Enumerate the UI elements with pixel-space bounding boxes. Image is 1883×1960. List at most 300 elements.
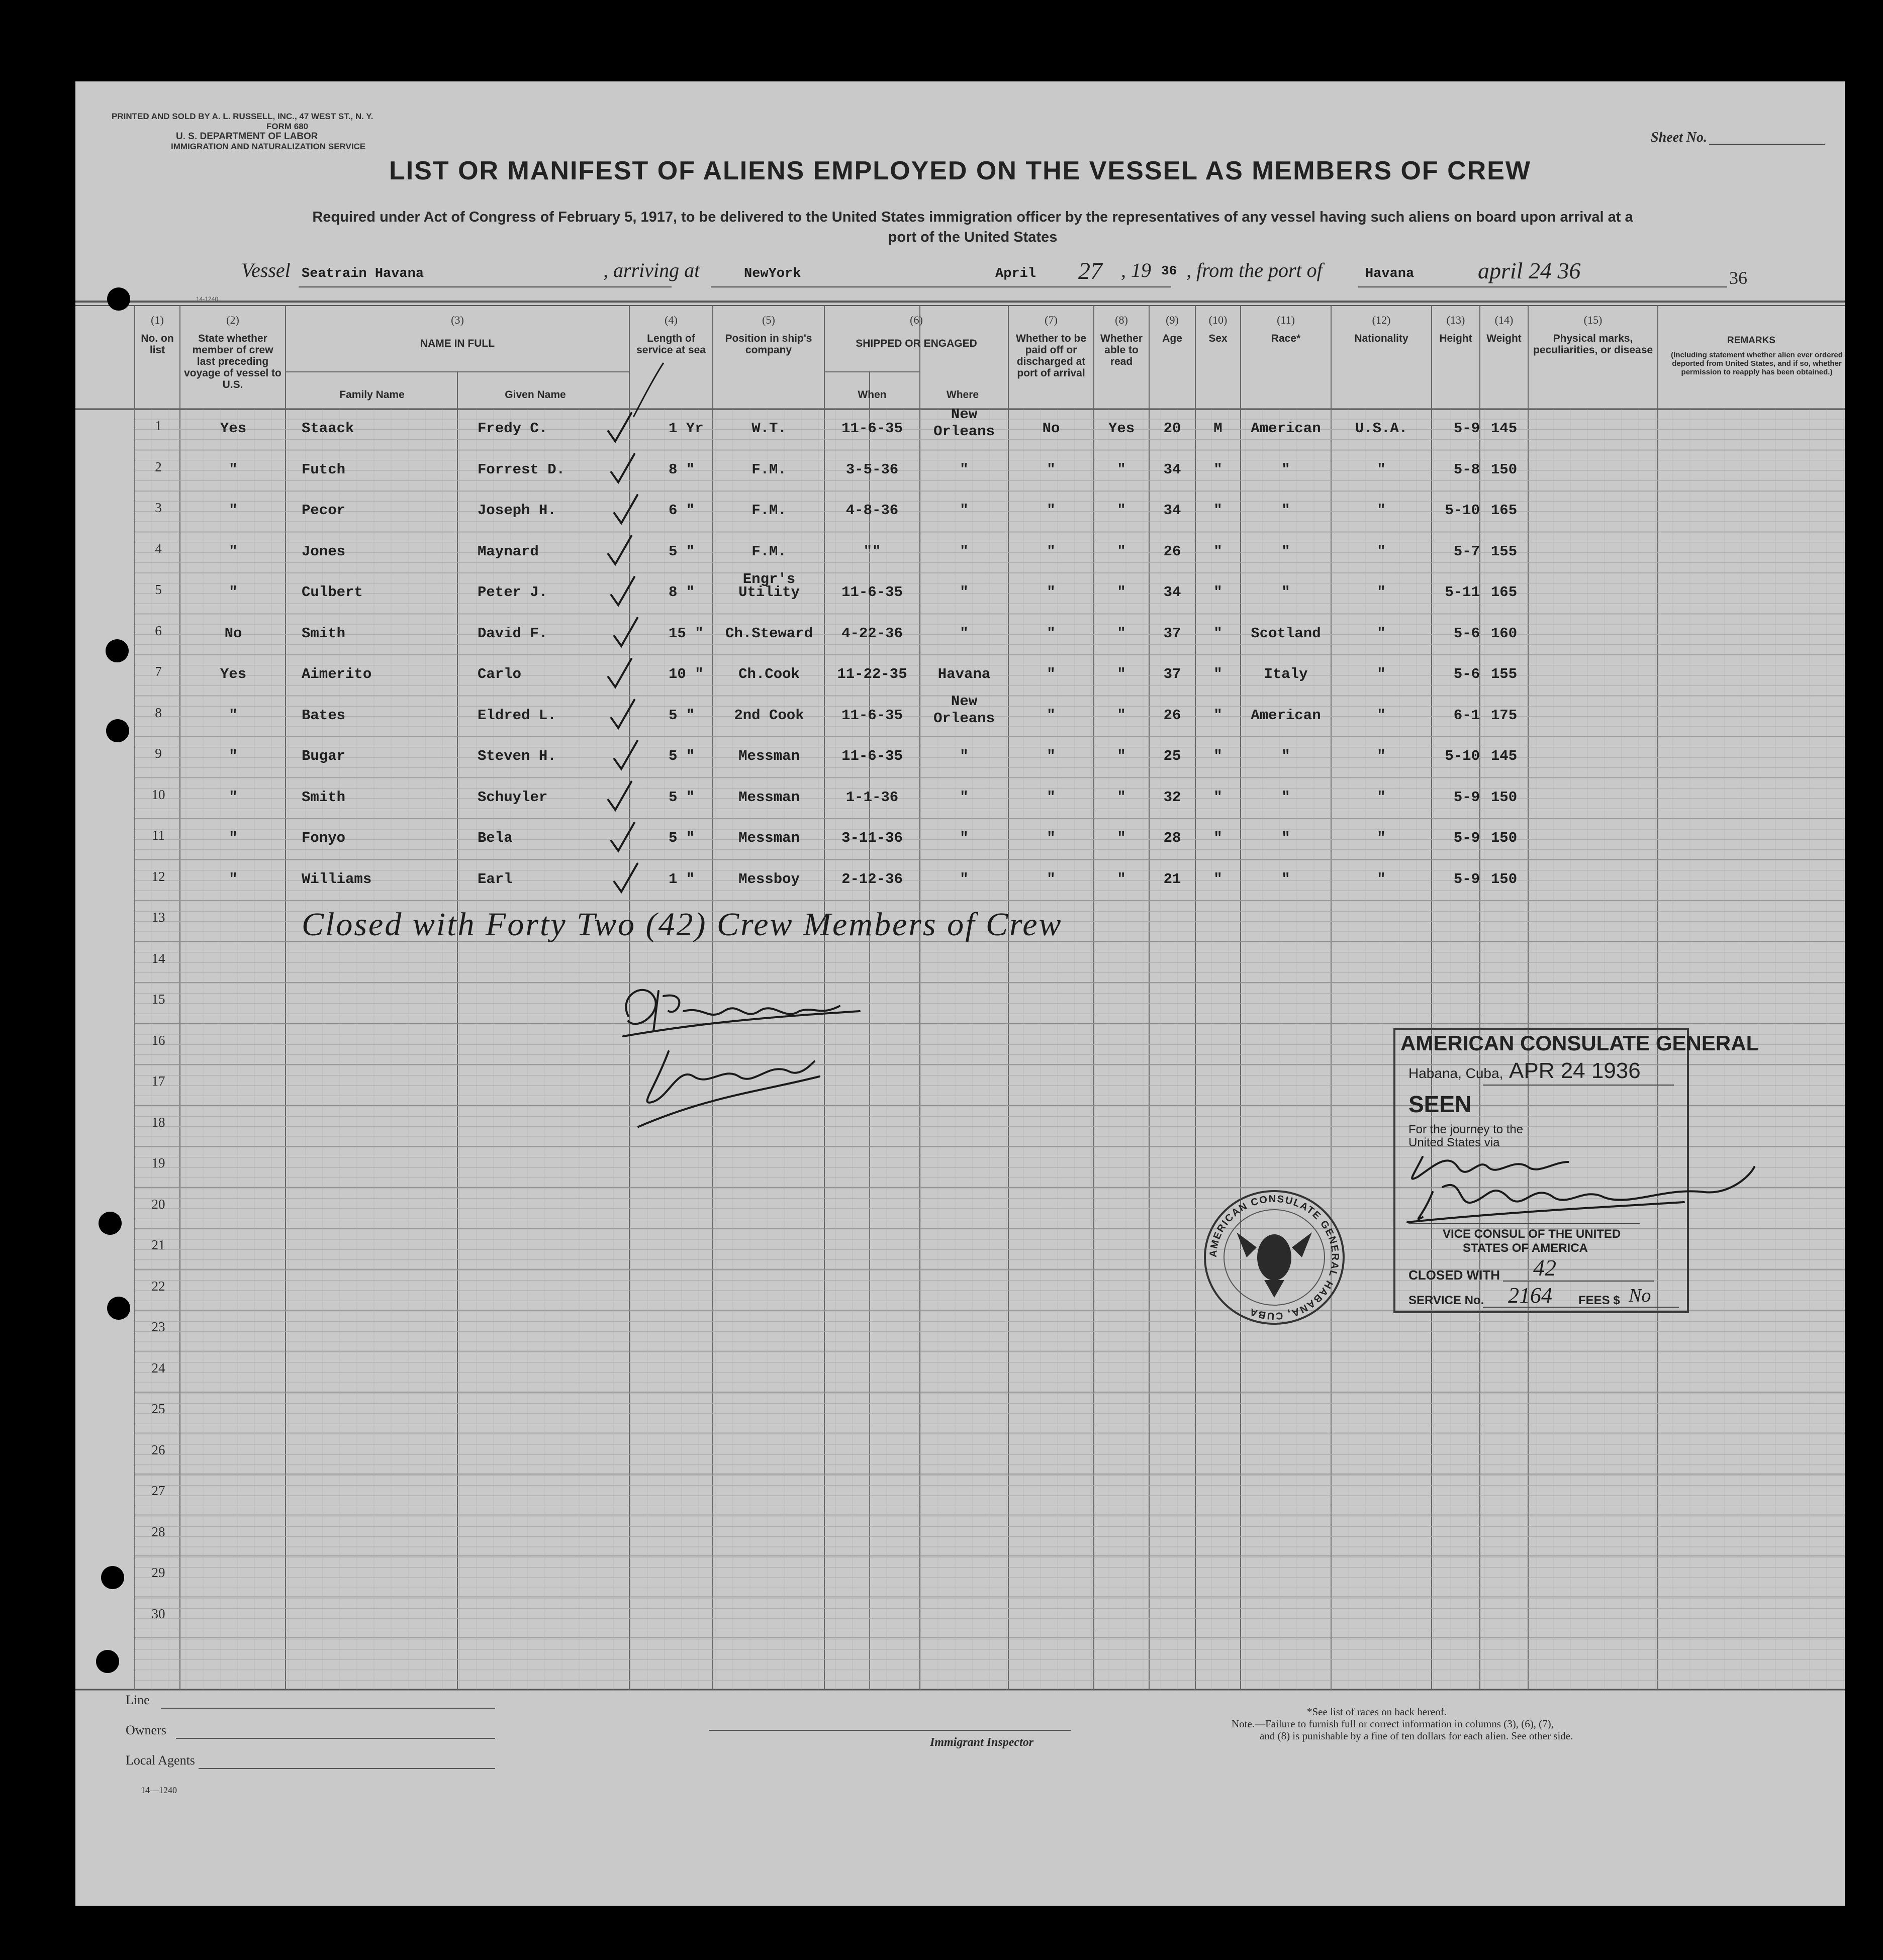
cell-sex: " xyxy=(1213,789,1222,806)
cell-when: 3-5-36 xyxy=(845,461,899,478)
cell-position-top: Engr's xyxy=(742,571,796,587)
cell-paid: " xyxy=(1047,789,1056,806)
row-number: 28 xyxy=(151,1524,165,1539)
family-name-header: Family Name xyxy=(339,389,405,401)
cell-sex: " xyxy=(1213,543,1222,560)
cell-given: Fredy C. xyxy=(478,420,548,437)
row-number: 10 xyxy=(151,787,165,802)
stamp-vice-2: STATES OF AMERICA xyxy=(1463,1241,1588,1255)
row-number: 9 xyxy=(155,746,162,761)
cell-race: " xyxy=(1281,584,1290,601)
cell-given: Earl xyxy=(478,870,513,888)
cell-read: " xyxy=(1117,584,1126,601)
cell-race: " xyxy=(1281,789,1290,806)
inspector-sig-line xyxy=(709,1730,1071,1731)
cell-when: 1-1-36 xyxy=(845,789,899,806)
cell-when: 4-8-36 xyxy=(845,502,899,519)
cell-height: 5-10 xyxy=(1445,502,1480,519)
cell-weight: 165 xyxy=(1490,502,1518,519)
column-header: Physical marks, peculiarities, or disease xyxy=(1533,333,1653,356)
cell-where: " xyxy=(960,543,969,560)
row-number: 27 xyxy=(151,1483,165,1498)
arriving-label: , arriving at xyxy=(603,259,700,281)
cell-read: " xyxy=(1117,461,1126,478)
stamp-org: AMERICAN CONSULATE GENERAL xyxy=(1400,1031,1759,1055)
punch-hole xyxy=(106,639,129,662)
column-number: (7) xyxy=(1045,314,1058,326)
column-number: (8) xyxy=(1115,314,1128,326)
punch-hole xyxy=(96,1650,119,1673)
cell-race: " xyxy=(1281,543,1290,560)
cell-paid: " xyxy=(1047,870,1056,888)
cell-position: Ch.Cook xyxy=(738,666,800,682)
row-number: 14 xyxy=(151,950,165,966)
stamp-fees-value: No xyxy=(1629,1285,1651,1306)
cell-read: " xyxy=(1117,830,1126,846)
cell-height: 5-6 xyxy=(1453,625,1480,642)
arrival-month: April xyxy=(995,266,1037,281)
cell-given: Maynard xyxy=(478,543,539,560)
cell-when: 11-6-35 xyxy=(841,748,903,764)
column-number: (6) xyxy=(910,314,923,326)
column-header: Race* xyxy=(1271,333,1301,344)
from-port-label: , from the port of xyxy=(1186,259,1323,281)
cell-service: 10 " xyxy=(669,666,704,682)
cell-race: " xyxy=(1281,748,1290,764)
cell-nationality: " xyxy=(1377,748,1386,764)
column-header: NAME IN FULL xyxy=(420,338,495,349)
cell-given: Carlo xyxy=(478,666,522,682)
cell-family: Aimerito xyxy=(302,666,372,682)
cell-prev: " xyxy=(229,789,238,806)
punch-hole xyxy=(107,1297,130,1320)
column-number: (1) xyxy=(151,314,164,326)
row-number: 6 xyxy=(155,623,162,638)
cell-age: 37 xyxy=(1163,666,1181,682)
stamp-vice-1: VICE CONSUL OF THE UNITED xyxy=(1443,1227,1621,1241)
cell-race: " xyxy=(1281,830,1290,846)
cell-where: New Orleans xyxy=(933,406,995,440)
stamp-date-line xyxy=(1483,1085,1674,1086)
cell-paid: " xyxy=(1047,584,1056,601)
cell-nationality: " xyxy=(1377,584,1386,601)
service: IMMIGRATION AND NATURALIZATION SERVICE xyxy=(171,142,366,151)
cell-paid: " xyxy=(1047,543,1056,560)
column-header: Position in ship's company xyxy=(725,333,812,356)
column-header: Age xyxy=(1162,333,1182,344)
cell-height: 5-9 xyxy=(1453,420,1480,437)
column-header: Whether able to read xyxy=(1100,333,1143,367)
cell-read: " xyxy=(1117,748,1126,764)
cell-position: F.M. xyxy=(751,461,787,478)
cell-when: 2-12-36 xyxy=(841,870,903,888)
column-number: (11) xyxy=(1277,314,1295,326)
cell-read: " xyxy=(1117,789,1126,806)
cell-nationality: U.S.A. xyxy=(1355,420,1408,437)
column-number: (10) xyxy=(1208,314,1228,326)
row-number: 17 xyxy=(151,1073,165,1089)
cell-service: 5 " xyxy=(669,830,695,846)
cell-weight: 155 xyxy=(1490,666,1518,682)
cell-family: Pecor xyxy=(302,502,346,519)
row-number: 8 xyxy=(155,705,162,720)
cell-service: 1 Yr xyxy=(669,420,704,437)
cell-paid: " xyxy=(1047,830,1056,846)
footer-form-code: 14—1240 xyxy=(141,1785,177,1795)
row-number: 23 xyxy=(151,1319,165,1334)
cell-family: Bates xyxy=(302,707,346,724)
footer-owners-underline xyxy=(176,1738,495,1739)
cell-nationality: " xyxy=(1377,543,1386,560)
row-number: 13 xyxy=(151,910,165,925)
row-number: 1 xyxy=(155,418,162,433)
cell-where: Havana xyxy=(937,666,991,682)
row-number: 2 xyxy=(155,459,162,474)
row-number: 25 xyxy=(151,1401,165,1416)
cell-sex: " xyxy=(1213,584,1222,601)
cell-where: " xyxy=(960,625,969,642)
cell-when: 11-6-35 xyxy=(841,707,903,724)
cell-family: Smith xyxy=(302,625,346,642)
cell-paid: " xyxy=(1047,625,1056,642)
stamp-date: APR 24 1936 xyxy=(1509,1058,1641,1083)
column-number: (5) xyxy=(762,314,775,326)
cell-height: 5-6 xyxy=(1453,666,1480,682)
form-number: FORM 680 xyxy=(266,122,309,131)
cell-prev: " xyxy=(229,707,238,724)
stamp-service-value: 2164 xyxy=(1508,1283,1552,1308)
row-number: 18 xyxy=(151,1114,165,1130)
cell-prev: " xyxy=(229,461,238,478)
stamp-service-line xyxy=(1483,1307,1679,1308)
cell-paid: " xyxy=(1047,502,1056,519)
column-number: (13) xyxy=(1446,314,1465,326)
cell-position: 2nd Cook xyxy=(734,707,804,724)
cell-age: 26 xyxy=(1163,707,1181,724)
cell-age: 34 xyxy=(1163,584,1181,601)
cell-position: W.T. xyxy=(751,420,787,437)
punch-hole xyxy=(101,1566,124,1589)
cell-height: 5-11 xyxy=(1445,584,1480,601)
row-number: 20 xyxy=(151,1196,165,1212)
vessel-label: Vessel xyxy=(241,259,291,281)
cell-weight: 150 xyxy=(1490,789,1518,806)
column-header: SHIPPED OR ENGAGED xyxy=(856,338,977,349)
requirement-line-2: port of the United States xyxy=(888,229,1058,245)
port-handwritten-date: april 24 36 xyxy=(1478,258,1581,283)
column-header: REMARKS xyxy=(1727,335,1776,346)
cell-height: 5-8 xyxy=(1453,461,1480,478)
stamp-closed-label: CLOSED WITH xyxy=(1408,1267,1500,1283)
cell-position: Messman xyxy=(738,830,800,846)
cell-paid: " xyxy=(1047,748,1056,764)
cell-prev: Yes xyxy=(220,420,247,437)
cell-age: 21 xyxy=(1163,870,1181,888)
row-number: 3 xyxy=(155,500,162,515)
cell-race: " xyxy=(1281,870,1290,888)
cell-race: " xyxy=(1281,502,1290,519)
cell-weight: 160 xyxy=(1490,625,1518,642)
cell-read: Yes xyxy=(1108,420,1135,437)
cell-service: 1 " xyxy=(669,870,695,888)
column-number: (15) xyxy=(1583,314,1603,326)
row-number: 19 xyxy=(151,1155,165,1170)
end-year: 36 xyxy=(1729,268,1747,288)
cell-given: Eldred L. xyxy=(478,707,556,724)
cell-prev: " xyxy=(229,830,238,846)
cell-where: " xyxy=(960,584,969,601)
row-number: 30 xyxy=(151,1606,165,1621)
row-number: 22 xyxy=(151,1278,165,1294)
cell-where: " xyxy=(960,789,969,806)
column-header: Sex xyxy=(1208,333,1228,344)
column-number: (2) xyxy=(226,314,239,326)
footer-agents-underline xyxy=(199,1768,495,1769)
row-number: 29 xyxy=(151,1565,165,1580)
punch-hole xyxy=(107,287,130,311)
cell-service: 8 " xyxy=(669,584,695,601)
cell-sex: " xyxy=(1213,830,1222,846)
printer-line: PRINTED AND SOLD BY A. L. RUSSELL, INC., 47 WEST ST., N. Y. xyxy=(112,112,373,121)
cell-race: American xyxy=(1251,420,1321,437)
cell-height: 5-9 xyxy=(1453,789,1480,806)
cell-service: 5 " xyxy=(669,748,695,764)
cell-when: 11-6-35 xyxy=(841,420,903,437)
cell-weight: 165 xyxy=(1490,584,1518,601)
cell-position: Utility xyxy=(738,584,800,601)
cell-family: Smith xyxy=(302,789,346,806)
stamp-fees-label: FEES $ xyxy=(1578,1294,1620,1307)
column-number: (3) xyxy=(451,314,464,326)
cell-service: 5 " xyxy=(669,543,695,560)
cell-nationality: " xyxy=(1377,870,1386,888)
vessel-name: Seatrain Havana xyxy=(302,266,424,281)
row-number: 15 xyxy=(151,992,165,1007)
cell-age: 26 xyxy=(1163,543,1181,560)
form-code-small: 14-1240 xyxy=(196,296,219,303)
cell-height: 5-10 xyxy=(1445,748,1480,764)
column-number: (4) xyxy=(665,314,678,326)
row-number: 5 xyxy=(155,582,162,597)
row-number: 21 xyxy=(151,1237,165,1252)
cell-nationality: " xyxy=(1377,830,1386,846)
remarks-note: (Including statement whether alien ever ordered deported from United States, and if so, whether permission to reapply has been obtained.) xyxy=(1671,351,1843,376)
cell-weight: 175 xyxy=(1490,707,1518,724)
cell-where: " xyxy=(960,461,969,478)
row-number: 12 xyxy=(151,868,165,884)
row-number: 16 xyxy=(151,1032,165,1048)
cell-sex: " xyxy=(1213,461,1222,478)
punch-hole xyxy=(99,1212,122,1235)
cell-weight: 145 xyxy=(1490,748,1518,764)
cell-paid: " xyxy=(1047,461,1056,478)
row-number: 4 xyxy=(155,541,162,556)
cell-read: " xyxy=(1117,707,1126,724)
cell-given: Joseph H. xyxy=(478,502,556,519)
column-number: (12) xyxy=(1372,314,1391,326)
column-header: No. on list xyxy=(141,333,174,356)
cell-given: Schuyler xyxy=(478,789,548,806)
cell-service: 5 " xyxy=(669,789,695,806)
cell-read: " xyxy=(1117,543,1126,560)
cell-nationality: " xyxy=(1377,666,1386,682)
cell-service: 5 " xyxy=(669,707,695,724)
cell-nationality: " xyxy=(1377,625,1386,642)
cell-given: Bela xyxy=(478,830,513,846)
cell-weight: 150 xyxy=(1490,830,1518,846)
cell-when: 11-6-35 xyxy=(841,584,903,601)
cell-given: Peter J. xyxy=(478,584,548,601)
cell-position: Messman xyxy=(738,748,800,764)
cell-sex: " xyxy=(1213,748,1222,764)
column-header: Nationality xyxy=(1354,333,1408,344)
cell-prev: " xyxy=(229,870,238,888)
footer-note-3: and (8) is punishable by a fine of ten dollars for each alien. See other side. xyxy=(1260,1730,1573,1742)
cell-where: " xyxy=(960,502,969,519)
seal-ring-text: AMERICAN CONSULATE GENERAL HABANA, CUBA xyxy=(1207,1193,1341,1322)
cell-nationality: " xyxy=(1377,502,1386,519)
arrival-day: 27 xyxy=(1078,258,1102,284)
cell-service: 8 " xyxy=(669,461,695,478)
cell-height: 5-9 xyxy=(1453,870,1480,888)
cell-age: 34 xyxy=(1163,461,1181,478)
page-title: LIST OR MANIFEST OF ALIENS EMPLOYED ON THE VESSEL AS MEMBERS OF CREW xyxy=(389,156,1531,185)
column-header: Height xyxy=(1439,333,1472,344)
inspector-signature-text xyxy=(669,1076,673,1077)
cell-service: 6 " xyxy=(669,502,695,519)
stamp-closed-line xyxy=(1503,1281,1654,1282)
cell-weight: 145 xyxy=(1490,420,1518,437)
cell-family: Bugar xyxy=(302,748,346,764)
cell-read: " xyxy=(1117,502,1126,519)
cell-age: 37 xyxy=(1163,625,1181,642)
inspector-signature xyxy=(608,976,890,1167)
column-number: (14) xyxy=(1494,314,1514,326)
cell-sex: " xyxy=(1213,625,1222,642)
cell-race: " xyxy=(1281,461,1290,478)
given-name-header: Given Name xyxy=(505,389,566,401)
cell-family: Jones xyxy=(302,543,346,560)
cell-prev: " xyxy=(229,584,238,601)
column-number: (9) xyxy=(1166,314,1179,326)
footer-agents-label: Local Agents xyxy=(126,1753,195,1768)
cell-race: Italy xyxy=(1264,666,1308,682)
cell-family: Futch xyxy=(302,461,346,478)
cell-height: 5-9 xyxy=(1453,830,1480,846)
cell-when: 3-11-36 xyxy=(841,830,903,846)
cell-nationality: " xyxy=(1377,789,1386,806)
row-number: 7 xyxy=(155,664,162,679)
cell-age: 32 xyxy=(1163,789,1181,806)
immigrant-inspector-label: Immigrant Inspector xyxy=(930,1736,1034,1749)
cell-prev: " xyxy=(229,748,238,764)
column-header: Length of service at sea xyxy=(636,333,706,356)
punch-hole xyxy=(106,719,129,742)
cell-weight: 150 xyxy=(1490,461,1518,478)
cell-given: Forrest D. xyxy=(478,461,566,478)
manifest-sheet xyxy=(75,81,1845,1906)
footer-note-1: *See list of races on back hereof. xyxy=(1307,1706,1447,1718)
cell-position: Ch.Steward xyxy=(725,625,813,642)
footer-line-underline xyxy=(161,1708,495,1709)
cell-position: F.M. xyxy=(751,502,787,519)
cell-position: Messboy xyxy=(738,870,800,888)
stamp-journey-2: United States via xyxy=(1408,1136,1500,1149)
cell-given: David F. xyxy=(478,625,548,642)
stamp-journey-1: For the journey to the xyxy=(1408,1123,1524,1136)
where-header: Where xyxy=(946,389,979,401)
row-number: 24 xyxy=(151,1360,165,1376)
cell-race: American xyxy=(1251,707,1321,724)
cell-family: Culbert xyxy=(302,584,363,601)
cell-when: "" xyxy=(863,543,881,560)
cell-read: " xyxy=(1117,666,1126,682)
cell-paid: No xyxy=(1042,420,1060,437)
cell-where: " xyxy=(960,870,969,888)
cell-sex: " xyxy=(1213,502,1222,519)
row-number: 11 xyxy=(152,828,165,843)
footer-line-label: Line xyxy=(126,1693,150,1707)
cell-weight: 150 xyxy=(1490,870,1518,888)
cell-prev: No xyxy=(224,625,242,642)
cell-service: 15 " xyxy=(669,625,704,642)
cell-age: 28 xyxy=(1163,830,1181,846)
cell-family: Staack xyxy=(302,420,354,437)
cell-race: Scotland xyxy=(1251,625,1321,642)
stamp-closed-value: 42 xyxy=(1533,1255,1556,1281)
cell-where: " xyxy=(960,748,969,764)
footer-owners-label: Owners xyxy=(126,1723,166,1737)
column-header: Weight xyxy=(1486,333,1522,344)
sheet-no-label: Sheet No. xyxy=(1651,130,1707,145)
footer-note-2: Note.—Failure to furnish full or correct information in columns (3), (6), (7), xyxy=(1232,1718,1554,1730)
cell-prev: Yes xyxy=(220,666,247,682)
from-port: Havana xyxy=(1365,266,1415,281)
cell-read: " xyxy=(1117,870,1126,888)
cell-sex: " xyxy=(1213,707,1222,724)
cell-weight: 155 xyxy=(1490,543,1518,560)
stamp-service-label: SERVICE No. xyxy=(1408,1294,1484,1307)
cell-paid: " xyxy=(1047,666,1056,682)
requirement-line-1: Required under Act of Congress of February 5, 1917, to be delivered to the United States immigration officer by the representatives of any vessel having such aliens on board upon arrival at a xyxy=(312,209,1633,225)
cell-nationality: " xyxy=(1377,461,1386,478)
vice-consul-signature xyxy=(1402,1147,1774,1227)
cell-sex: " xyxy=(1213,870,1222,888)
cell-where: " xyxy=(960,830,969,846)
cell-height: 6-1 xyxy=(1453,707,1480,724)
cell-sex: M xyxy=(1213,420,1222,437)
cell-family: Williams xyxy=(302,870,372,888)
cell-where: New Orleans xyxy=(933,693,995,727)
year-suffix: 36 xyxy=(1161,263,1177,278)
cell-prev: " xyxy=(229,543,238,560)
cell-sex: " xyxy=(1213,666,1222,682)
row-number: 26 xyxy=(151,1442,165,1457)
column-header: Whether to be paid off or discharged at port of arrival xyxy=(1016,333,1086,379)
cell-paid: " xyxy=(1047,707,1056,724)
cell-nationality: " xyxy=(1377,707,1386,724)
cell-family: Fonyo xyxy=(302,830,346,846)
year-prefix: , 19 xyxy=(1121,259,1151,281)
column-header: State whether member of crew last preceding voyage of vessel to U.S. xyxy=(184,333,281,390)
consulate-seal xyxy=(1181,1172,1362,1343)
cell-age: 34 xyxy=(1163,502,1181,519)
cell-read: " xyxy=(1117,625,1126,642)
stamp-seen: SEEN xyxy=(1408,1091,1472,1117)
stamp-city: Habana, Cuba, xyxy=(1408,1065,1503,1081)
cell-when: 4-22-36 xyxy=(841,625,903,642)
cell-when: 11-22-35 xyxy=(837,666,907,682)
